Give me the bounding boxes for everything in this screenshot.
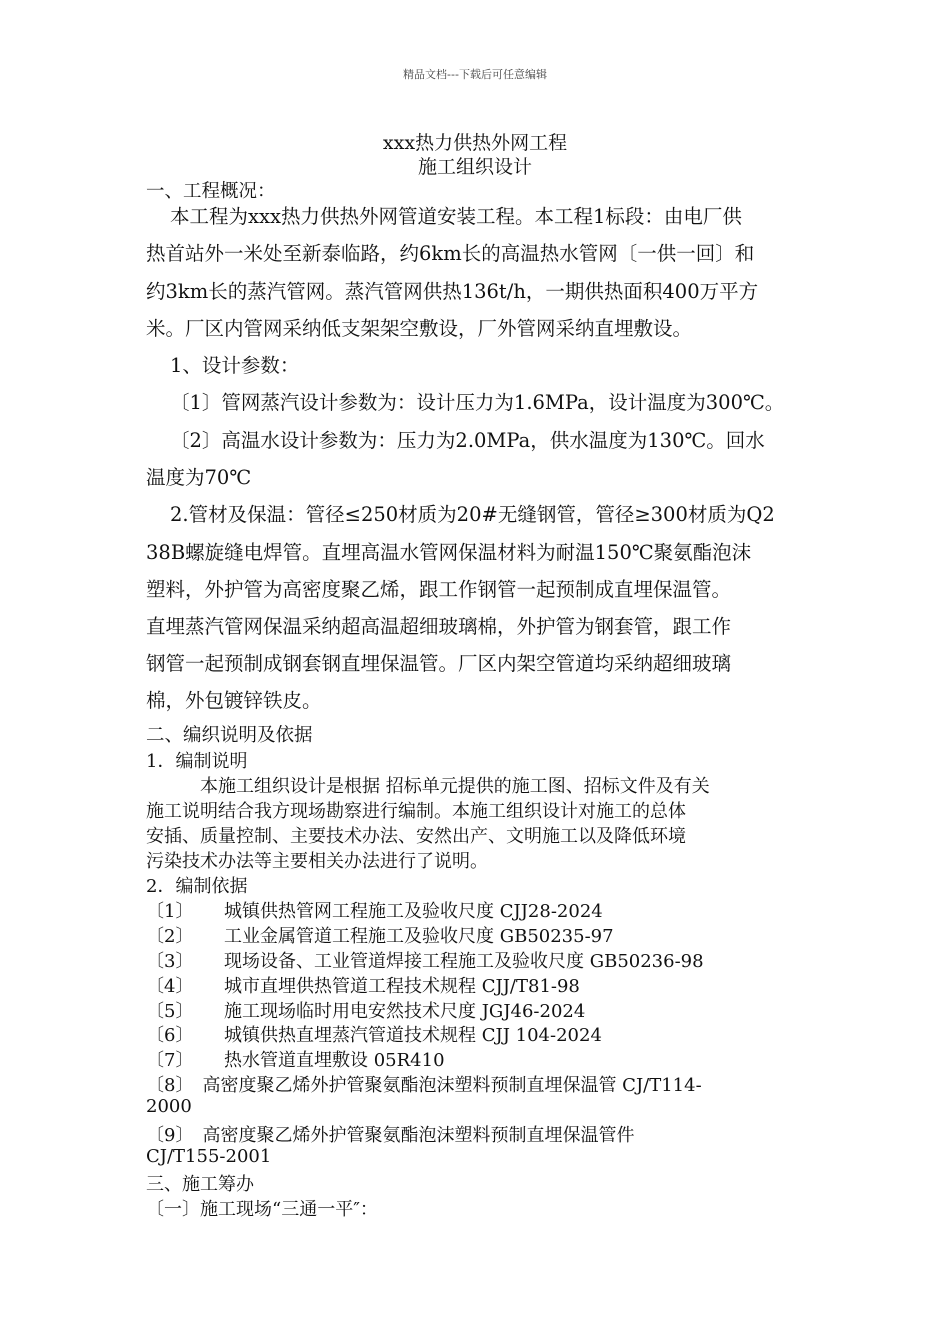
params-heading: 1、设计参数： [170,354,300,377]
basis-item: 〔5〕 施工现场临时用电安然技术尺度 JGJ46-2024 [146,1001,586,1022]
section3-heading: 三、施工筹办 [146,1174,254,1195]
compile-notes-line: 安插、质量控制、主要技术办法、安然出产、文明施工以及降低环境 [146,826,686,847]
compile-basis-heading: 2．编制依据 [146,876,248,897]
basis-item: 〔2〕 工业金属管道工程施工及验收尺度 GB50235-97 [146,926,614,947]
params-line: 温度为70℃ [146,466,252,489]
params-line: 〔2〕高温水设计参数为：压力为2.0MPa，供水温度为130℃。回水 [170,429,765,452]
material-line: 塑料，外护管为高密度聚乙烯，跟工作钢管一起预制成直埋保温管。 [146,578,732,601]
material-line: 钢管一起预制成钢套钢直埋保温管。厂区内架空管道均采纳超细玻璃 [146,652,732,675]
material-line: 38B螺旋缝电焊管。直埋高温水管网保温材料为耐温150℃聚氨酯泡沫 [146,541,752,564]
doc-title-line1: xxx热力供热外网工程 [382,132,568,154]
basis-item: 〔1〕 城镇供热管网工程施工及验收尺度 CJJ28-2024 [146,901,603,922]
basis-item-9-line2: CJ/T155-2001 [146,1146,272,1167]
basis-item-9-line1: 〔9〕 高密度聚乙烯外护管聚氨酯泡沫塑料预制直埋保温管件 [146,1125,635,1146]
basis-item-8-line2: 2000 [146,1096,192,1117]
intro-line: 热首站外一米处至新泰临路，约6km长的高温热水管网〔一供一回〕和 [146,242,755,265]
intro-line: 米。厂区内管网采纳低支架架空敷设，厂外管网采纳直埋敷设。 [146,317,693,340]
intro-line: 约3km长的蒸汽管网。蒸汽管网供热136t/h，一期供热面积400万平方 [146,280,759,303]
params-line: 〔1〕管网蒸汽设计参数为：设计压力为1.6MPa，设计温度为300℃。 [170,391,785,414]
compile-notes-line: 本施工组织设计是根据 招标单元提供的施工图、招标文件及有关 [200,776,710,797]
material-line: 棉，外包镀锌铁皮。 [146,689,322,712]
page-header: 精品文档---下载后可任意编辑 [403,68,547,81]
material-line: 2.管材及保温：管径≤250材质为20#无缝钢管，管径≥300材质为Q2 [170,503,775,526]
section2-heading: 二、编织说明及依据 [146,725,313,746]
basis-item: 〔6〕 城镇供热直埋蒸汽管道技术规程 CJJ 104-2024 [146,1025,602,1046]
doc-title-line2: 施工组织设计 [417,156,532,178]
section3-sub1: 〔一〕施工现场“三通一平″： [146,1199,378,1220]
basis-item: 〔7〕 热水管道直埋敷设 05R410 [146,1050,445,1071]
section1-heading: 一、工程概况： [146,181,276,202]
compile-notes-line: 污染技术办法等主要相关办法进行了说明。 [146,851,488,872]
compile-notes-heading: 1．编制说明 [146,751,248,772]
material-line: 直埋蒸汽管网保温采纳超高温超细玻璃棉，外护管为钢套管，跟工作 [146,615,732,638]
intro-line: 本工程为xxx热力供热外网管道安装工程。本工程1标段：由电厂供 [170,205,742,228]
basis-item: 〔3〕 现场设备、工业管道焊接工程施工及验收尺度 GB50236-98 [146,951,704,972]
basis-item-8-line1: 〔8〕 高密度聚乙烯外护管聚氨酯泡沫塑料预制直埋保温管 CJ/T114- [146,1075,702,1096]
basis-item: 〔4〕 城市直埋供热管道工程技术规程 CJJ/T81-98 [146,976,580,997]
compile-notes-line: 施工说明结合我方现场勘察进行编制。本施工组织设计对施工的总体 [146,801,686,822]
